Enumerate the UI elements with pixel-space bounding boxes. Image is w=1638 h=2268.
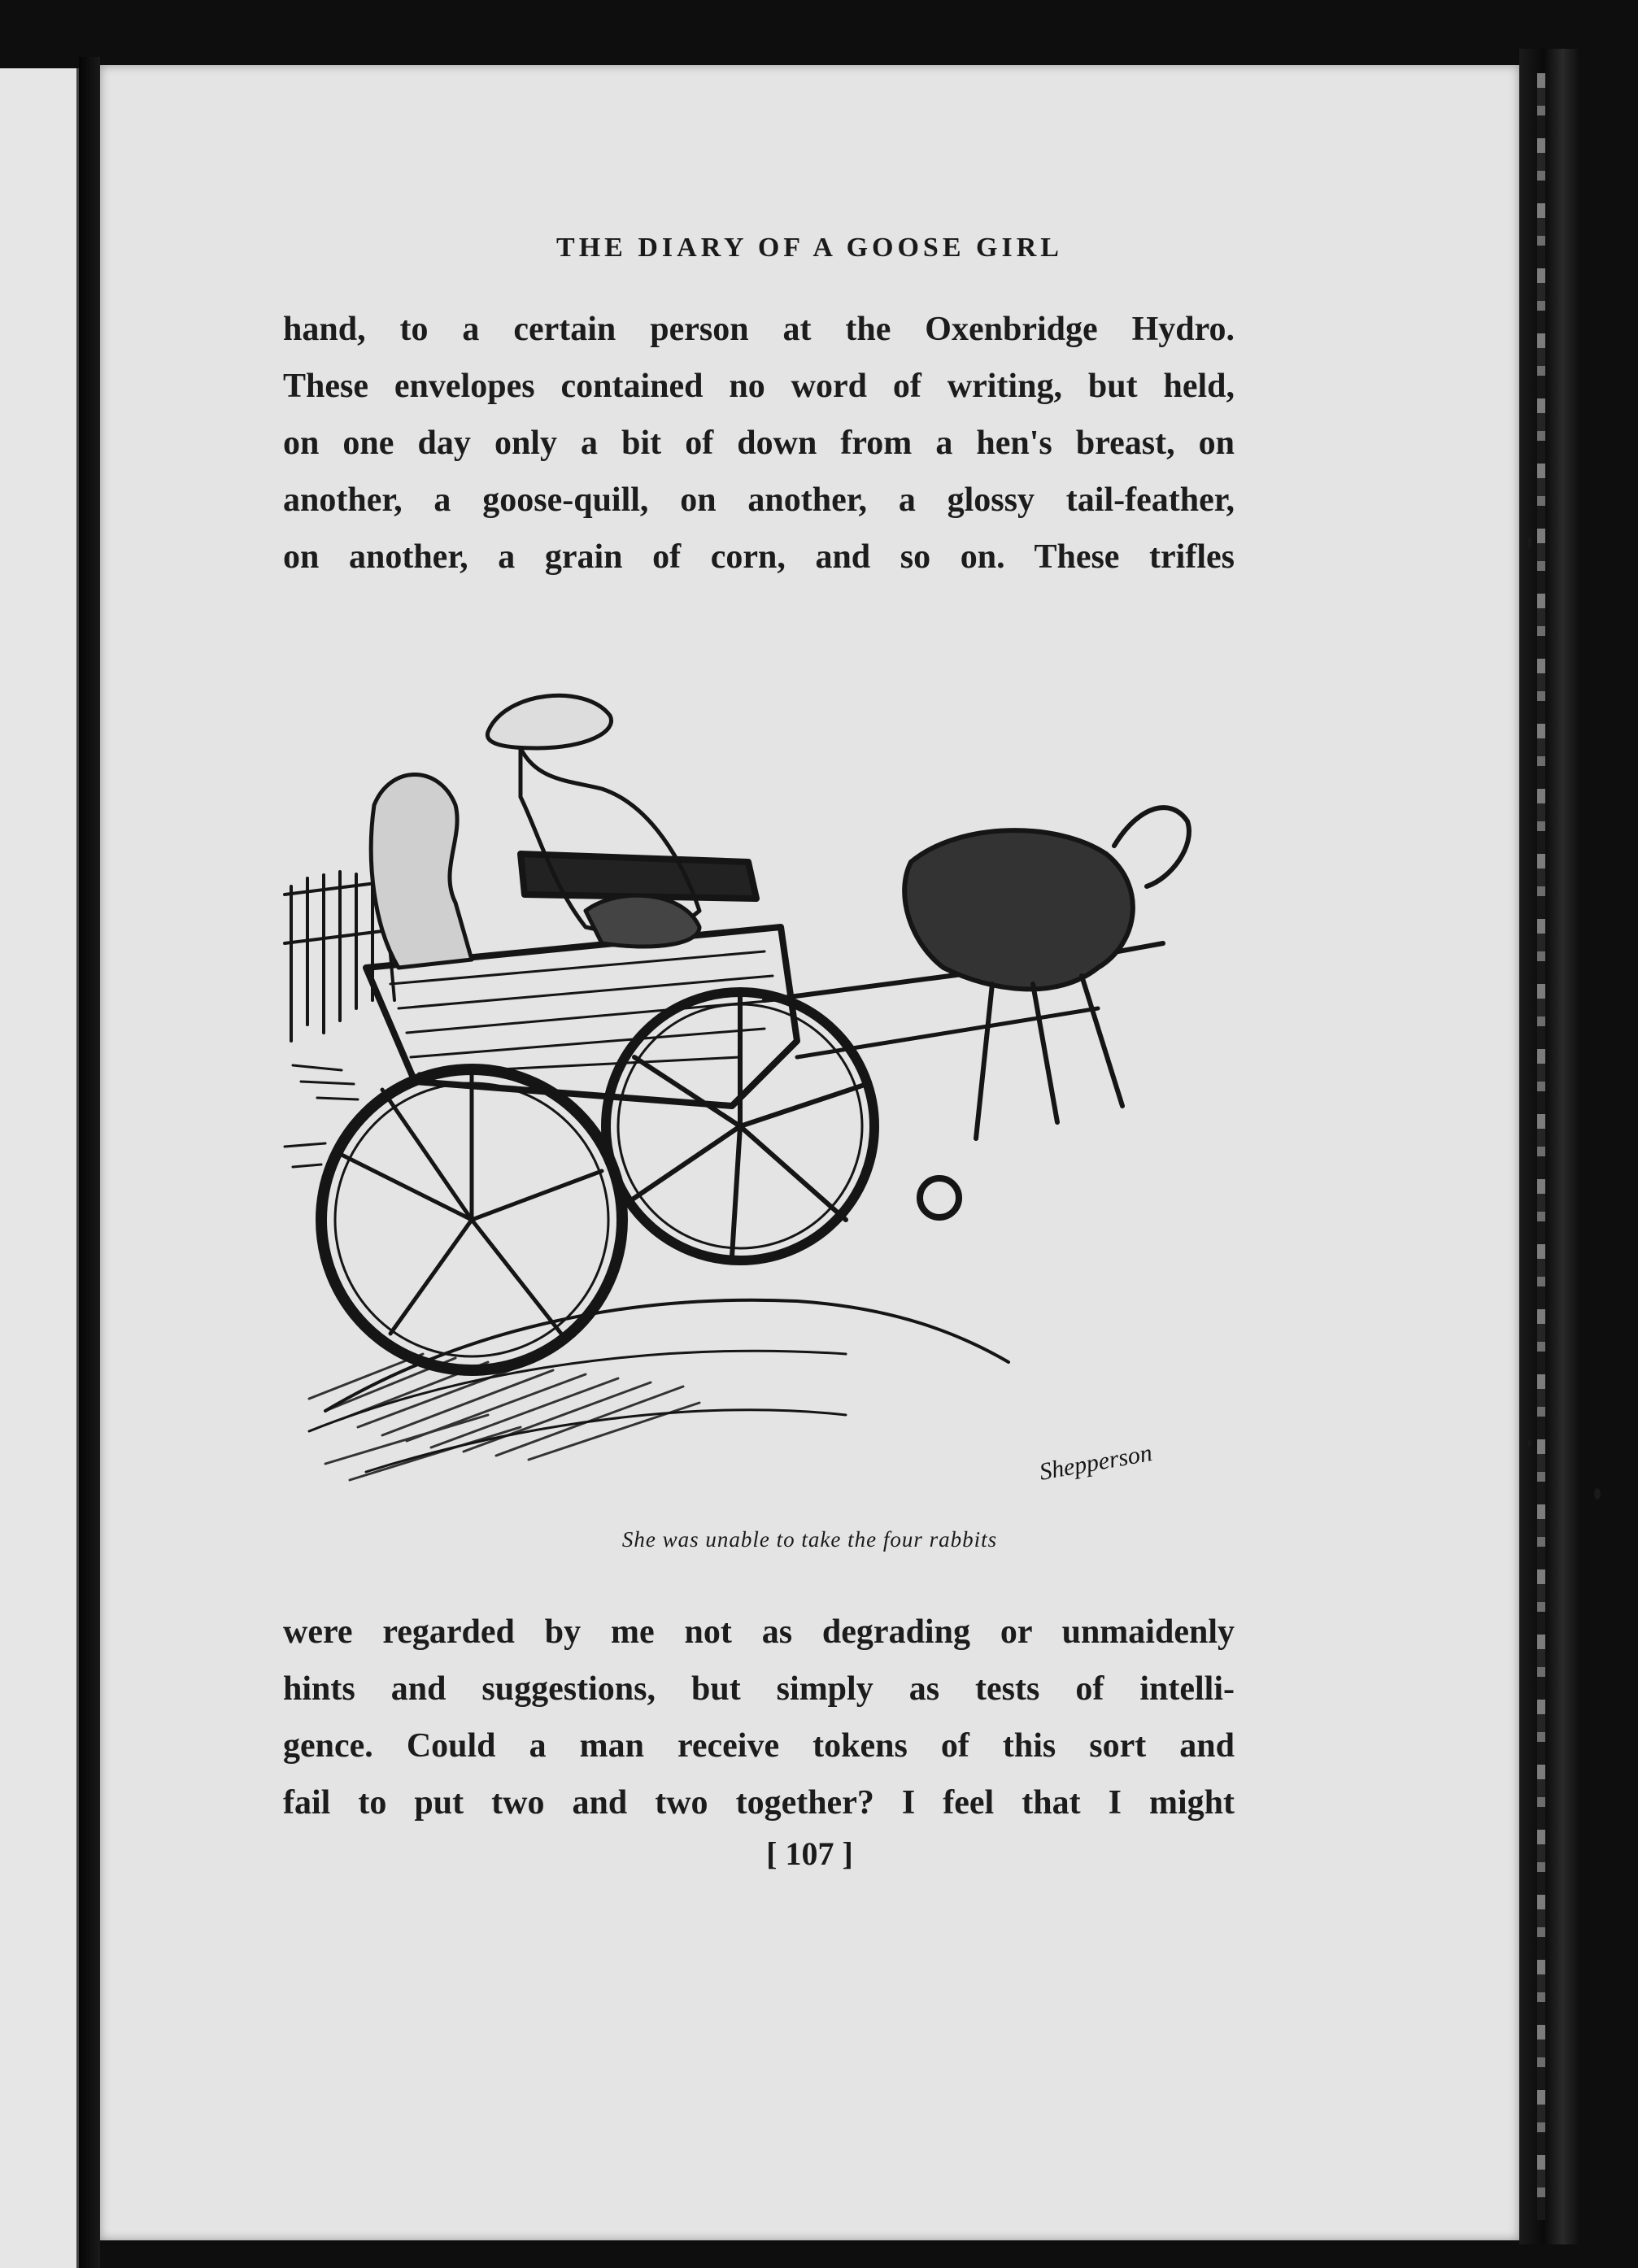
text-line: on another, a grain of corn, and so on. These trifles: [283, 538, 1235, 576]
facing-page-edge: [0, 68, 79, 2268]
ground-hatching: [309, 1354, 699, 1480]
text-line: another, a goose-quill, on another, a glossy tail-feather,: [283, 481, 1235, 519]
scan-speck: [1527, 1439, 1531, 1447]
woman-hat: [487, 695, 611, 748]
text-line: gence. Could a man receive tokens of this sort and: [283, 1727, 1235, 1765]
child-figure: [371, 775, 472, 969]
text-line: fail to put two and two together? I feel that I might: [283, 1784, 1235, 1822]
scan-speck: [1594, 1488, 1601, 1500]
book-cover-texture: [1537, 73, 1545, 2220]
book-cover-edge: [1519, 49, 1581, 2244]
right-wheel-spokes: [626, 996, 862, 1256]
road-marks: [285, 1065, 358, 1167]
top-paragraph: [283, 301, 1235, 586]
text-line: on one day only a bit of down from a hen's breast, on: [283, 424, 1235, 462]
cart-body-hatching: [390, 951, 777, 1073]
gutter-shadow: [79, 57, 100, 2268]
page-number: [ 107 ]: [766, 1835, 853, 1872]
ground-shading: [366, 1410, 846, 1472]
ground-shading: [325, 1300, 1009, 1411]
text-line: These envelopes contained no word of writing, but held,: [283, 368, 1235, 405]
illustration-signature: Shepperson: [1037, 1439, 1155, 1486]
pony-legs: [976, 976, 1122, 1138]
scan-speck: [1527, 537, 1531, 548]
cart-illustration: [277, 618, 1236, 1521]
ground-shading: [309, 1351, 846, 1431]
pony-body: [904, 830, 1133, 989]
running-head: THE DIARY OF A GOOSE GIRL: [556, 233, 1063, 263]
bottom-paragraph: [283, 1604, 1235, 1831]
text-line: were regarded by me not as degrading or unmaidenly: [283, 1613, 1235, 1651]
left-wheel-spokes: [342, 1073, 602, 1334]
wheel-hub: [920, 1178, 959, 1217]
illustration-caption: She was unable to take the four rabbits: [621, 1527, 998, 1552]
text-line: hand, to a certain person at the Oxenbridge Hydro.: [283, 311, 1235, 348]
sack: [586, 895, 699, 947]
text-line: hints and suggestions, but simply as tests of intelli-: [283, 1670, 1235, 1708]
